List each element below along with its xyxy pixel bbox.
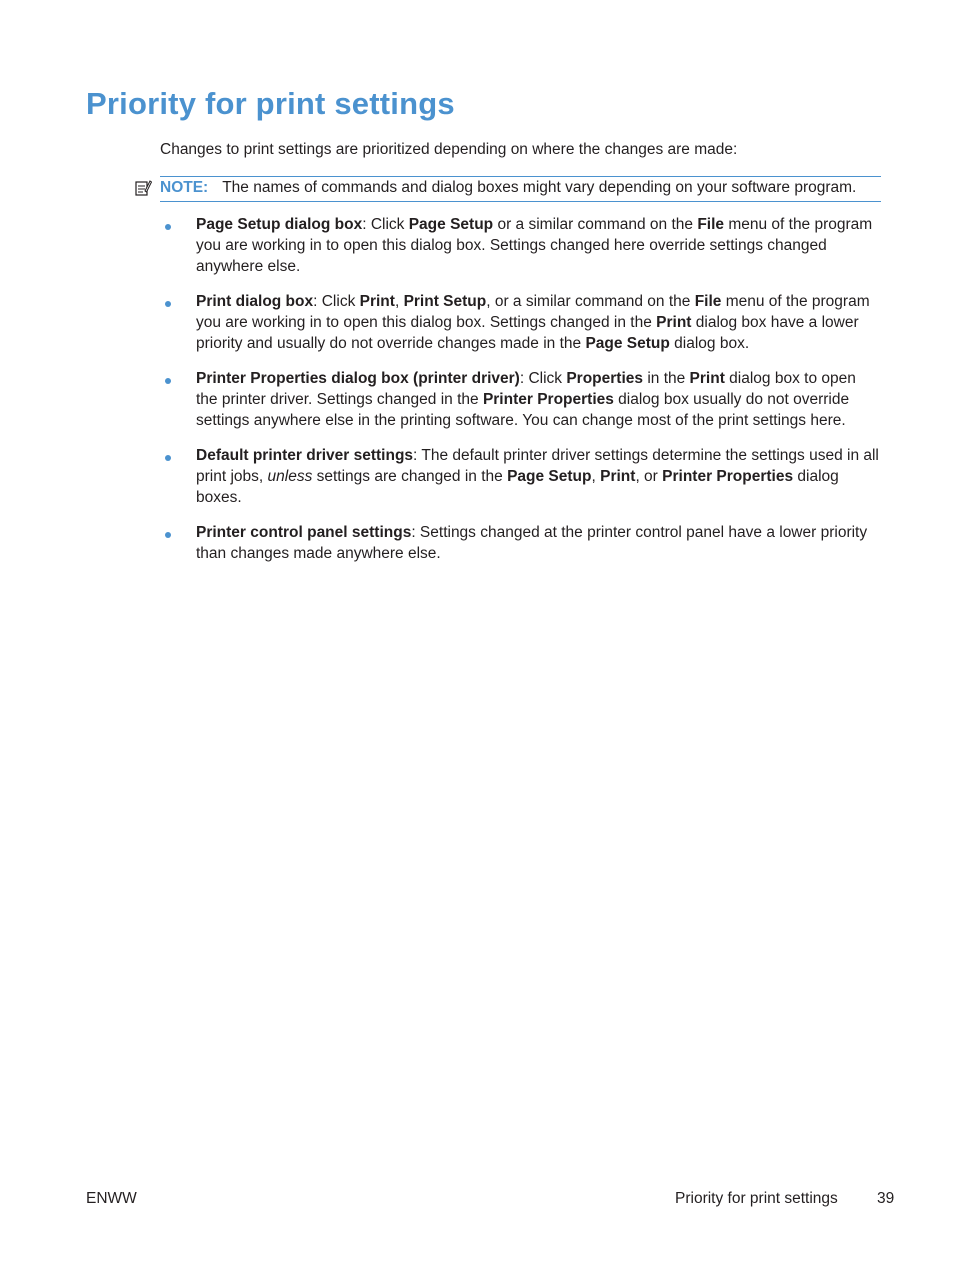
list-item (160, 291, 880, 354)
text-segment: or a similar command on the (493, 216, 698, 233)
bold-term: Printer Properties (482, 391, 614, 408)
bold-term: Printer Properties (662, 468, 794, 485)
text-segment: : Click (519, 370, 567, 387)
bold-term: File (697, 216, 725, 233)
bold-term: Print (359, 293, 395, 310)
note-label: NOTE: (160, 179, 209, 196)
text-segment: dialog box. (669, 335, 750, 352)
bold-term: Page Setup (507, 468, 592, 485)
bold-term: Print dialog box (196, 293, 314, 310)
note-box (160, 176, 881, 202)
text-segment: : Click (362, 216, 409, 233)
intro-paragraph: Changes to print settings are prioritized depending on where the changes are made: (160, 141, 738, 158)
text-segment: , or (635, 468, 663, 485)
settings-priority-list (160, 214, 880, 578)
text-segment: dialog box have a lower priority and usually do not override changes made in the (196, 314, 859, 352)
bold-term: Page Setup dialog box (196, 216, 363, 233)
text-segment: : Settings changed at the printer control panel have a lower priority than changes made anywhere else. (196, 524, 868, 562)
bold-term: Print (656, 314, 692, 331)
text-segment: , (394, 293, 404, 310)
list-item (160, 368, 880, 431)
bullet-icon (165, 455, 171, 461)
list-item (160, 214, 880, 277)
bold-term: Print (600, 468, 636, 485)
list-item (160, 445, 880, 508)
bold-term: File (694, 293, 722, 310)
note-text (160, 178, 856, 198)
bullet-icon (165, 301, 171, 307)
bullet-icon (165, 532, 171, 538)
text-segment: settings are changed in the (312, 468, 508, 485)
bold-term: Printer control panel settings (196, 524, 412, 541)
bold-term: Default printer driver settings (196, 447, 414, 464)
bullet-icon (165, 378, 171, 384)
text-segment: , or a similar command on the (486, 293, 695, 310)
page-number: 39 (877, 1190, 895, 1207)
note-body: The names of commands and dialog boxes might vary depending on your software program. (222, 179, 857, 196)
page-title: Priority for print settings (86, 86, 455, 121)
bold-term: Page Setup (585, 335, 670, 352)
text-segment: menu of the program you are working in to open this dialog box. Settings changed in the (196, 293, 870, 331)
bold-term: Printer Properties dialog box (printer driver) (196, 370, 520, 387)
list-item (160, 522, 880, 564)
bold-term: Print Setup (403, 293, 487, 310)
text-segment: dialog box to open the printer driver. Settings changed in the (196, 370, 856, 408)
footer-section-title: Priority for print settings (675, 1190, 838, 1207)
text-segment: in the (643, 370, 690, 387)
text-segment: : Click (313, 293, 360, 310)
text-segment: menu of the program you are working in to open this dialog box. Settings changed here override settings changed anywhere else. (196, 216, 873, 275)
italic-text: unless (267, 468, 313, 485)
text-segment: dialog boxes. (196, 468, 839, 506)
bold-term: Print (689, 370, 725, 387)
note-icon (134, 179, 152, 197)
bullet-icon (165, 224, 171, 230)
text-segment: dialog box usually do not override settings anywhere else in the printing software. You can change most of the print settings here. (196, 391, 850, 429)
text-segment: : The default printer driver settings determine the settings used in all print jobs, (196, 447, 879, 485)
text-segment: , (591, 468, 601, 485)
bold-term: Page Setup (408, 216, 494, 233)
footer-left: ENWW (86, 1190, 137, 1207)
bold-term: Properties (566, 370, 644, 387)
